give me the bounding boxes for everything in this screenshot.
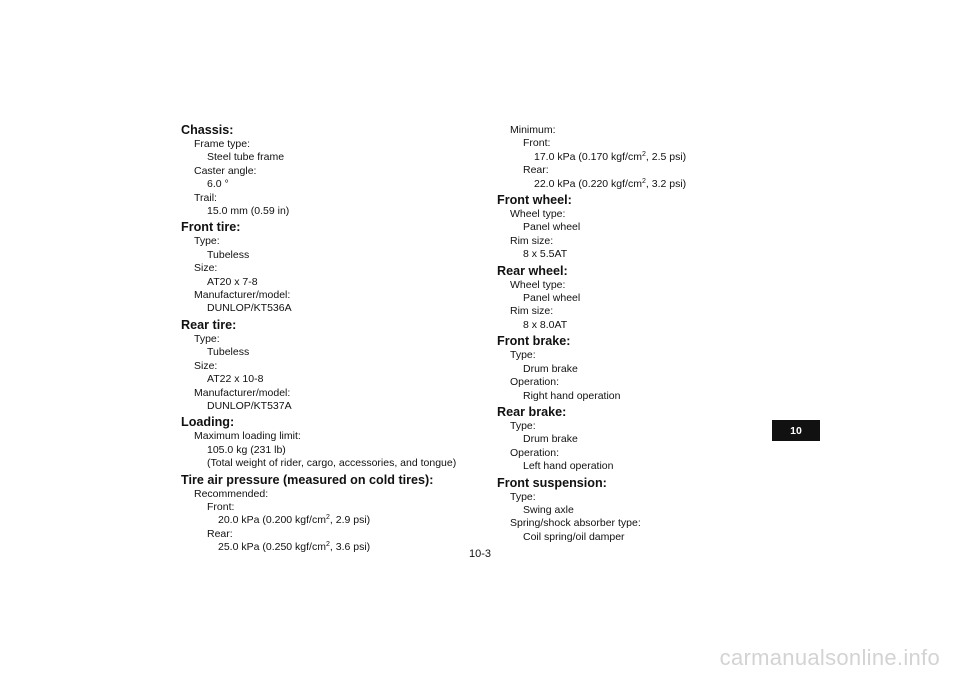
spec-value: Tubeless: [207, 346, 250, 359]
spec-value: AT22 x 10-8: [207, 373, 264, 386]
spec-label: Wheel type:: [510, 278, 566, 291]
spec-label: Manufacturer/model:: [194, 386, 291, 399]
section-heading-rear-tire: Rear tire:: [181, 317, 237, 332]
spec-label: Rear:: [523, 164, 549, 177]
spec-label: Manufacturer/model:: [194, 289, 291, 302]
spec-label: Front:: [207, 500, 235, 513]
spec-label: Rear:: [207, 527, 233, 540]
superscript: 2: [641, 177, 646, 185]
spec-value: 20.0 kPa (0.200 kgf/$cm^2$, 2.9 psi): [218, 514, 371, 527]
spec-value: 17.0 kPa (0.170 kgf/$cm^2$, 2.5 psi): [534, 150, 687, 163]
spec-value: Right hand operation: [523, 389, 621, 402]
spec-column-left: [181, 121, 481, 555]
section-heading-front-brake: Front brake:: [497, 334, 571, 349]
superscript: 2: [325, 514, 330, 522]
spec-value: DUNLOP/KT537A: [207, 399, 292, 412]
spec-label: Operation:: [510, 376, 560, 389]
section-heading-rear-brake: Rear brake:: [497, 404, 567, 419]
spec-value: Coil spring/oil damper: [523, 530, 625, 543]
spec-value: Swing axle: [523, 503, 574, 516]
section-heading-front-wheel: Front wheel:: [497, 193, 572, 208]
spec-value: Steel tube frame: [207, 151, 285, 164]
chapter-tab: 10: [772, 420, 820, 441]
spec-label: Trail:: [194, 191, 217, 204]
spec-label: Caster angle:: [194, 164, 257, 177]
section-heading-front-suspension: Front suspension:: [497, 475, 607, 490]
spec-label: Size:: [194, 359, 218, 372]
section-heading-chassis: Chassis:: [181, 123, 234, 137]
spec-label: Rim size:: [510, 305, 554, 318]
superscript: 2: [641, 150, 646, 158]
spec-value: 22.0 kPa (0.220 kgf/$cm^2$, 3.2 psi): [534, 177, 687, 190]
spec-value: AT20 x 7-8: [207, 275, 258, 288]
spec-label: Minimum:: [510, 124, 556, 136]
spec-label: Recommended:: [194, 487, 269, 500]
spec-value: Panel wheel: [523, 221, 581, 234]
spec-value: Left hand operation: [523, 460, 614, 473]
spec-label: Rim size:: [510, 234, 554, 247]
spec-value: DUNLOP/KT536A: [207, 302, 292, 315]
section-heading-tire-pressure: Tire air pressure (measured on cold tires):: [181, 472, 434, 487]
spec-value: 8 x 5.5AT: [523, 248, 568, 261]
page-number: 10-3: [468, 548, 492, 560]
section-heading-front-tire: Front tire:: [181, 220, 241, 235]
spec-value: 25.0 kPa (0.250 kgf/$cm^2$, 3.6 psi): [218, 541, 371, 554]
spec-value: Drum brake: [523, 433, 578, 446]
spec-label: Type:: [194, 332, 220, 345]
spec-value: 8 x 8.0AT: [523, 318, 568, 331]
spec-value: Panel wheel: [523, 292, 581, 305]
spec-value: 6.0 °: [207, 178, 229, 191]
watermark: carmanualsonline.info: [719, 645, 940, 670]
spec-label: Wheel type:: [510, 208, 566, 221]
section-heading-rear-wheel: Rear wheel:: [497, 263, 568, 278]
spec-label: Maximum loading limit:: [194, 430, 301, 443]
spec-label: Type:: [194, 235, 220, 248]
spec-label: Size:: [194, 262, 218, 275]
spec-label: Type:: [510, 490, 536, 503]
spec-value: 105.0 kg (231 lb): [207, 443, 286, 456]
section-heading-loading: Loading:: [181, 415, 235, 430]
spec-value: Drum brake: [523, 362, 578, 375]
spec-value: 15.0 mm (0.59 in): [207, 205, 290, 218]
spec-label: Type:: [510, 419, 536, 432]
spec-note: (Total weight of rider, cargo, accessories, and tongue): [207, 457, 457, 470]
spec-label: Frame type:: [194, 138, 251, 150]
spec-label: Operation:: [510, 446, 560, 459]
spec-value: Tubeless: [207, 248, 250, 261]
superscript: 2: [325, 541, 330, 549]
spec-label: Spring/shock absorber type:: [510, 517, 641, 530]
spec-column-right: [497, 121, 767, 544]
spec-label: Front:: [523, 137, 551, 150]
spec-label: Type:: [510, 349, 536, 362]
